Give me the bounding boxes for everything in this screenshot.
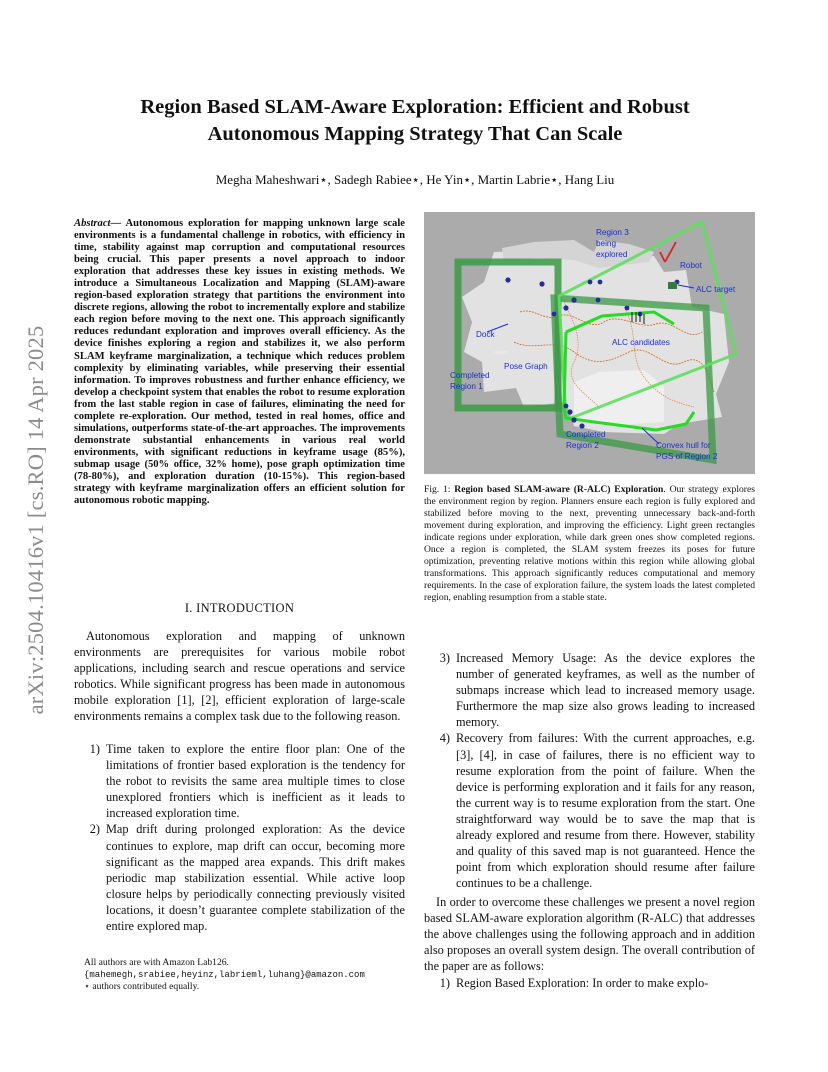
list-text: Increased Memory Usage: As the device explores the number of generated keyframes, as well as the number of submaps increase which lead to increased memory usage. Furthermore the map size also grows leading to increased memory. — [456, 651, 755, 730]
list-number: 1) — [89, 742, 100, 756]
label-convex-1: Convex hull for — [656, 441, 711, 450]
list-text: Map drift during prolonged exploration: As the device continues to explore, map drift can occur, becoming more significant as the mapped area expands. This drift makes periodic map stabilization essential. While active loop closure helps by periodically connecting previously visited locations, it doesn’t guarantee complete stabilization of the entire explored map. — [106, 822, 405, 934]
label-completed1-1: Completed — [450, 371, 490, 380]
label-alc-candidates: ALC candidates — [612, 338, 670, 347]
challenge-list-right — [424, 650, 755, 891]
caption-text: . Our strategy explores the environment region by region. Planners ensure each region is fully explored and stabilized before moving to the next, preventing unnecessary back-and-forth movement during exploration, and improving the efficiency. Light green rectangles indicate regions under exploration, while dark green ones show completed regions. Once a region is completed, the SLAM system freezes its poses for future optimization, preventing relative motions within this region while allowing global transformations. This approach significantly reduces computational and memory requirements. In the case of exploration failure, the system loads the latest completed region, enabling resumption from a stable state. — [424, 484, 755, 603]
overview-text: In order to overcome these challenges we present a novel region based SLAM-aware exploration algorithm (R-ALC) that addresses the above challenges using the following approach and in addition also proposes an overall system design. The overall contribution of the paper are as follows: — [424, 895, 755, 974]
map-figure — [424, 212, 755, 474]
list-number: 2) — [89, 822, 100, 837]
caption-title: Region based SLAM-aware (R-ALC) Exploration — [454, 484, 664, 495]
footnote-equal-contribution: ⋆ authors contributed equally. — [84, 981, 200, 992]
figure-1 — [424, 212, 755, 474]
arxiv-id: arXiv:2504.10416v1 [cs.RO] 14 Apr 2025 — [23, 325, 48, 715]
label-robot: Robot — [680, 261, 702, 270]
abstract-label: Abstract — [74, 218, 111, 229]
arxiv-stamp — [22, 285, 50, 755]
label-pose-graph: Pose Graph — [504, 362, 548, 371]
label-convex-2: PGS of Region 2 — [656, 452, 718, 461]
footnote — [84, 957, 404, 993]
label-completed2-2: Region 2 — [566, 441, 599, 450]
intro-paragraph — [74, 628, 405, 725]
label-region3-3: explored — [596, 250, 628, 259]
overview-paragraph — [424, 894, 755, 974]
list-number: 1) — [439, 976, 450, 990]
paper-title — [70, 94, 760, 148]
section-heading: I. INTRODUCTION — [184, 601, 295, 615]
list-text: Recovery from failures: With the current approaches, e.g. [3], [4], in case of failures, there is no efficient way to resume exploration from the point of failure. When the device is performing exploration and it fails for any reason, the current way is to resume exploration from the start. One straightforward way would be to save the map that is already explored and resume from there. However, stability and quality of this saved map is not guaranteed. Hence the point from which exploration should resume after failure continues to be a challenge. — [456, 731, 755, 891]
footnote-affiliation: All authors are with Amazon Lab126. — [84, 957, 229, 968]
challenge-list-left — [74, 741, 405, 934]
list-text: Region Based Exploration: In order to make explo- — [456, 976, 709, 990]
abstract — [74, 218, 405, 507]
footnote-emails: {mahemegh,srabiee,heyinz,labrieml,luhang}@amazon.com — [84, 970, 365, 980]
contribution-list — [424, 975, 755, 991]
list-number: 3) — [439, 651, 450, 665]
label-region3-2: being — [596, 239, 617, 248]
authors: Megha Maheshwari⋆, Sadegh Rabiee⋆, He Yin⋆, Martin Labrie⋆, Hang Liu — [215, 172, 615, 187]
list-item — [74, 821, 405, 934]
alc-target-marker — [668, 282, 677, 289]
label-completed2-1: Completed — [566, 430, 606, 439]
abstract-text: — Autonomous exploration for mapping unknown large scale environments is a fundamental challenge in robotics, with efficiency in time, stability against map corruption and computational resources being crucial. This paper presents a novel approach to indoor exploration that addresses these key issues in existing methods. We introduce a Simultaneous Localization and Mapping (SLAM)-aware region-based exploration strategy that partitions the environment into discrete regions, allowing the robot to incrementally explore and stabilize each region before moving to the next one. This approach significantly reduces redundant exploration and improves overall efficiency. As the device finishes exploring a region and stabilizes it, we also perform SLAM keyframe marginalization, a technique which reduces problem complexity by eliminating variables, while preserving their essential information. To improves robustness and further enhance efficiency, we develop a checkpoint system that enables the robot to resume exploration from the last stable region in case of failures, eliminating the need for complete re-exploration. Our method, tested in real homes, office and simulations, outperforms state-of-the-art approaches. The improvements demonstrate substantial enhancements in various real world environments, with significant reductions in keyframe usage (85%), submap usage (50% office, 32% home), pose graph optimization time (78-80%), and exploration duration (10-15%). This region-based strategy with keyframe marginalization offers an efficient solution for autonomous robotic mapping. — [74, 218, 405, 507]
label-region3-1: Region 3 — [596, 228, 629, 237]
label-completed1-2: Region 1 — [450, 382, 483, 391]
list-item — [424, 650, 755, 730]
list-item — [74, 741, 405, 821]
list-item — [424, 730, 755, 891]
label-dock: Dock — [476, 330, 495, 339]
list-number: 4) — [439, 731, 450, 746]
caption-label: Fig. 1: — [424, 484, 455, 495]
title-line-1: Region Based SLAM-Aware Exploration: Efficient and Robust — [140, 96, 690, 118]
label-odom: odom — [494, 350, 508, 356]
list-item — [424, 975, 755, 991]
title-line-2: Autonomous Mapping Strategy That Can Scale — [207, 123, 623, 145]
label-alc-target: ALC target — [696, 285, 736, 294]
figure-caption — [424, 484, 755, 604]
intro-text: Autonomous exploration and mapping of unknown environments are prerequisites for various mobile robot applications, including search and rescue operations and service robotics. While significant progress has been made in autonomous mobile exploration [1], [2], efficient exploration of large-scale environments remains a complex task due to the following reason. — [74, 629, 405, 724]
list-text: Time taken to explore the entire floor plan: One of the limitations of frontier based exploration is the tendency for the robot to revisits the same area multiple times to close unexplored frontiers which is inefficient as it leads to increased exploration time. — [106, 742, 405, 821]
